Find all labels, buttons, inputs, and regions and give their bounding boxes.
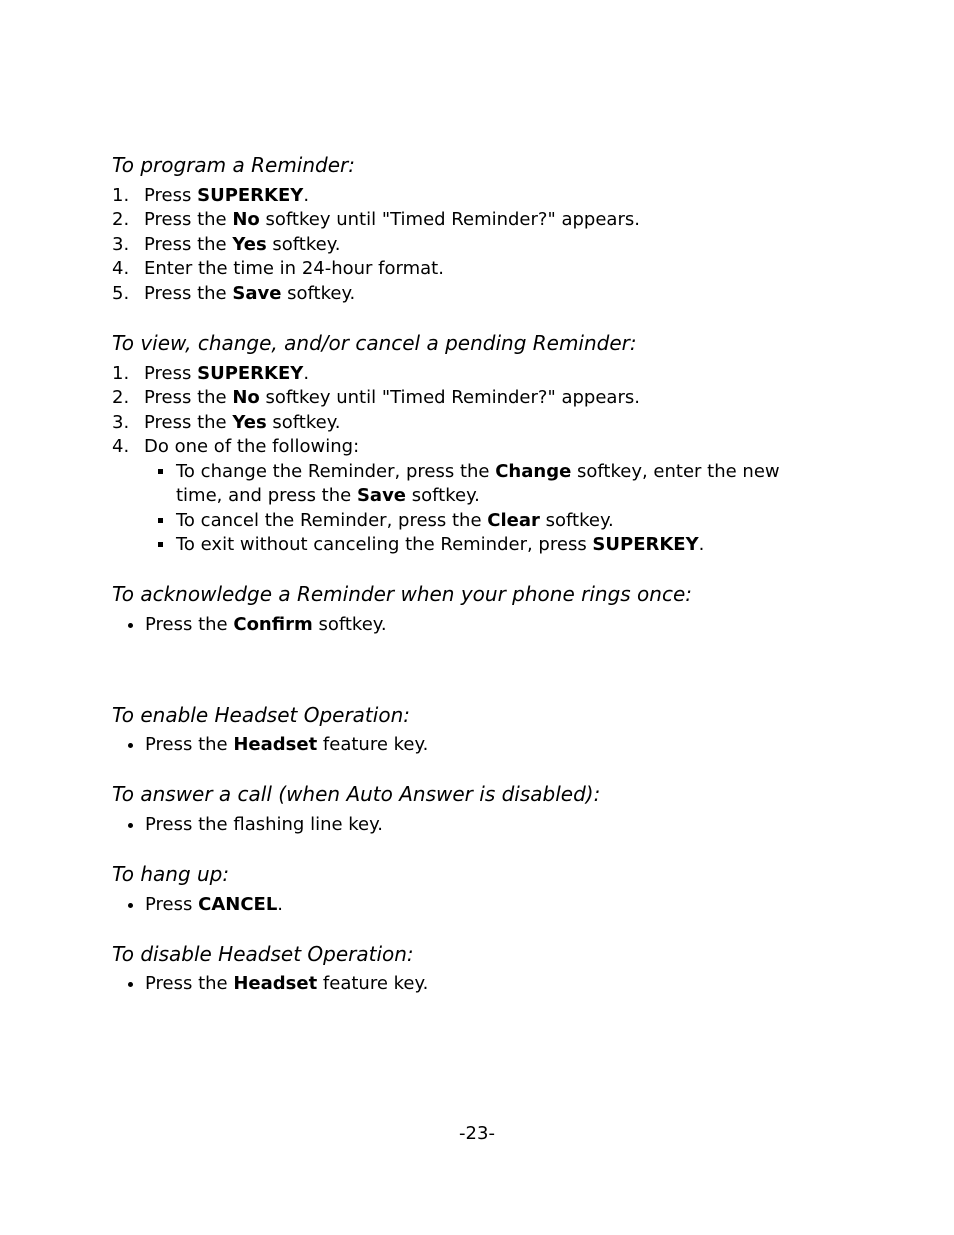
bullet-text: Press the Headset feature key. [145, 734, 429, 755]
bullet-text: Press the flashing line key. [145, 814, 383, 835]
step-number: 1. [112, 363, 130, 384]
section-heading: To acknowledge a Reminder when your phone rings once: [112, 582, 692, 606]
step-number: 5. [112, 283, 130, 304]
section-heading: To view, change, and/or cancel a pending Reminder: [112, 331, 637, 355]
bullet-text: Press the Confirm softkey. [145, 614, 387, 635]
square-bullet-icon [158, 518, 163, 523]
bullet-text: Press the Headset feature key. [145, 973, 429, 994]
sub-item-text: time, and press the Save softkey. [176, 485, 480, 506]
section-heading: To enable Headset Operation: [112, 703, 410, 727]
square-bullet-icon [158, 469, 163, 474]
page-number: -23- [459, 1123, 495, 1144]
step-text: Press the Yes softkey. [144, 234, 341, 255]
step-text: Press the No softkey until "Timed Reminder?" appears. [144, 209, 640, 230]
step-number: 4. [112, 436, 130, 457]
sub-item-text: To exit without canceling the Reminder, press SUPERKEY. [176, 534, 705, 555]
bullet-icon [128, 982, 133, 987]
bullet-text: Press CANCEL. [145, 894, 284, 915]
bullet-icon [128, 823, 133, 828]
step-text: Do one of the following: [144, 436, 360, 457]
square-bullet-icon [158, 542, 163, 547]
step-number: 1. [112, 185, 130, 206]
section-heading: To hang up: [112, 862, 230, 886]
bullet-icon [128, 623, 133, 628]
step-text: Press the No softkey until "Timed Reminder?" appears. [144, 387, 640, 408]
step-number: 3. [112, 412, 130, 433]
step-text: Press SUPERKEY. [144, 185, 310, 206]
step-number: 3. [112, 234, 130, 255]
bullet-icon [128, 903, 133, 908]
step-text: Press SUPERKEY. [144, 363, 310, 384]
step-number: 2. [112, 387, 130, 408]
step-text: Press the Save softkey. [144, 283, 356, 304]
step-text: Enter the time in 24-hour format. [144, 258, 444, 279]
sub-item-text: To cancel the Reminder, press the Clear softkey. [176, 510, 614, 531]
section-heading: To answer a call (when Auto Answer is disabled): [112, 782, 601, 806]
sub-item-text: To change the Reminder, press the Change softkey, enter the new [176, 461, 780, 482]
step-number: 4. [112, 258, 130, 279]
bullet-icon [128, 743, 133, 748]
section-heading: To program a Reminder: [112, 153, 355, 177]
step-number: 2. [112, 209, 130, 230]
step-text: Press the Yes softkey. [144, 412, 341, 433]
section-heading: To disable Headset Operation: [112, 942, 414, 966]
